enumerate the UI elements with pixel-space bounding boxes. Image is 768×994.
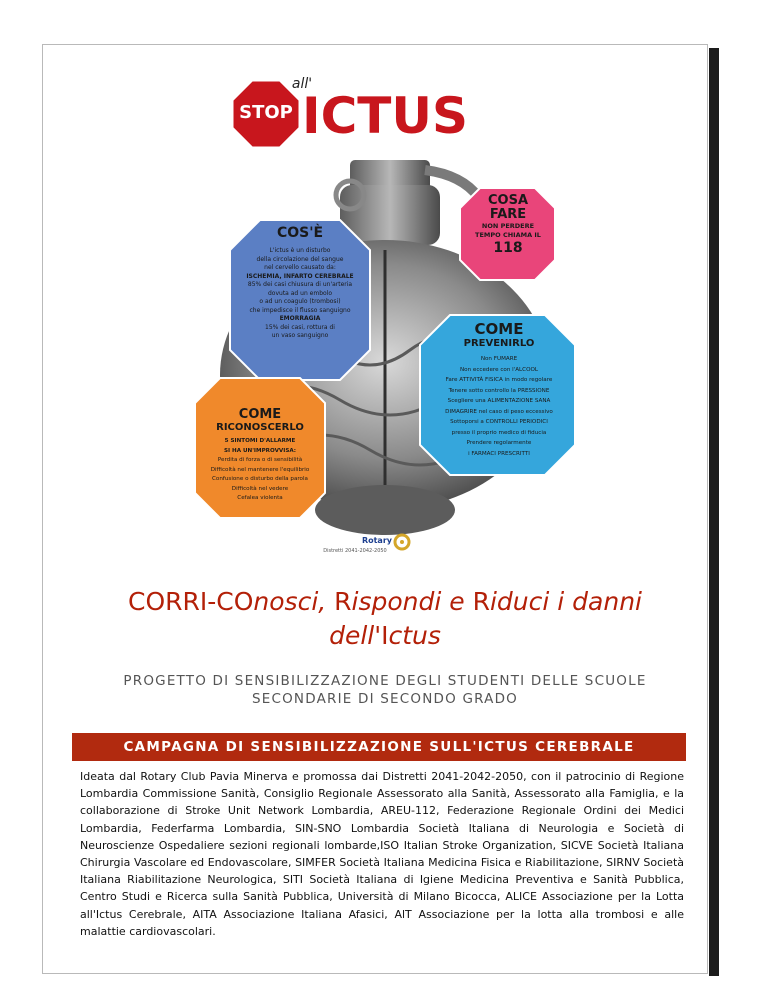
- rotary-logo-icon: [395, 535, 409, 549]
- cosa-fare-title-1: COSA: [487, 193, 528, 208]
- cos-e-title: COS'È: [276, 225, 324, 241]
- body-paragraph: Ideata dal Rotary Club Pavia Minerva e promossa dai Distretti 2041-2042-2050, con il patrocinio di Regione Lombardia Commissione Sanità, Consiglio Regionale Assessorato alla Sanità, Assessorato alla Famiglia, e la collaborazione di Stroke Unit Network Lombardia, AREU-112, Federazione Regionale Ordini dei Medici Lombardia, Federfarma Lombardia, SIN-SNO Lombardia Società Italiana di Neurologia e Società di Neuroscienze Ospedaliere sezioni regionali lombarde,ISO Italian Stroke Organization, SICVE Società Italiana Chirurgia Vascolare ed Endovascolare, SIMFER Società Italiana Medicina Fisica e Riabilitazione, SIRNV Società Italiana Riabilitazione Neurologica, SITI Società Italiana di Igiene Medicina Preventiva e Sanità Pubblica, Centro Studi e Ricerca sulla Sanità Pubblica, Università di Milano Bicocca, ALICE Associazione per la Lotta all'Ictus Cerebrale, AITA Associazione Italiana Afasici, AlT Associazione per la lotta alla trombosi e alle malattie cardiovascolari.: [80, 770, 684, 938]
- come-riconoscerlo-line: Confusione o disturbo della parola: [212, 476, 308, 482]
- title-part-6: ispondi e: [351, 587, 473, 616]
- cos-e-line: 85% dei casi chiusura di un'arteria: [247, 281, 353, 288]
- cos-e-lines: [232, 247, 368, 341]
- come-prevenirlo-line: Prendere regolarmente: [466, 440, 532, 446]
- rotary-label: Rotary: [361, 536, 392, 545]
- title-part-2: -: [207, 587, 217, 616]
- cosa-fare-box: [462, 194, 554, 257]
- come-riconoscerlo-line: Perdita di forza o di sensibilità: [217, 457, 303, 463]
- come-prevenirlo-line: presso il proprio medico di fiducia: [451, 429, 547, 436]
- come-prevenirlo-line: i FARMACI PRESCRITTI: [468, 450, 530, 457]
- come-riconoscerlo-line: 5 SINTOMI D'ALLARME: [224, 438, 296, 444]
- come-prevenirlo-line: Non eccedere con l'ALCOOL: [459, 366, 539, 373]
- project-subtitle: [80, 672, 690, 708]
- page-shadow-bar: [709, 48, 719, 976]
- cosa-fare-line-1: NON PERDERE: [481, 222, 535, 230]
- cos-e-line: L'ictus è un disturbo: [269, 247, 331, 254]
- come-prevenirlo-line: DIMAGRIRE nel caso di peso eccessivo: [445, 408, 553, 415]
- come-prevenirlo-title-2: PREVENIRLO: [463, 338, 535, 349]
- title-part-4: nosci,: [253, 587, 335, 616]
- come-prevenirlo-lines: [424, 354, 574, 459]
- cosa-fare-line-2: TEMPO CHIAMA IL: [475, 231, 541, 239]
- cos-e-line: dovuta ad un embolo: [267, 289, 333, 297]
- title-part-3: CO: [216, 587, 254, 616]
- cos-e-line: EMORRAGIA: [279, 315, 321, 322]
- page-title: [80, 585, 690, 653]
- come-prevenirlo-line: Sottoporsi a CONTROLLI PERIODICI: [450, 419, 548, 425]
- come-prevenirlo-line: Non FUMARE: [480, 356, 518, 362]
- come-riconoscerlo-box: [196, 408, 324, 504]
- title-part-10: I: [381, 621, 389, 650]
- come-prevenirlo-box: [424, 322, 574, 459]
- come-riconoscerlo-title-2: RICONOSCERLO: [216, 422, 304, 433]
- cosa-fare-number: 118: [493, 240, 523, 256]
- cos-e-line: o ad un coagulo (trombosi): [259, 298, 341, 305]
- title-part-8: iduci i danni: [489, 587, 642, 616]
- rotary-district: Distretti 2041-2042-2050: [323, 548, 387, 554]
- cos-e-line: un vaso sanguigno: [271, 332, 329, 339]
- title-part-9: dell': [329, 621, 382, 650]
- come-riconoscerlo-lines: [196, 437, 324, 504]
- title-part-11: ctus: [388, 621, 441, 650]
- come-riconoscerlo-title-1: COME: [238, 407, 282, 422]
- ictus-label: ICTUS: [302, 87, 469, 145]
- title-part-5: R: [334, 587, 352, 616]
- cos-e-line: ISCHEMIA, INFARTO CEREBRALE: [246, 272, 354, 280]
- cos-e-line: che impedisce il flusso sanguigno: [249, 306, 351, 314]
- come-prevenirlo-line: Scegliere una ALIMENTAZIONE SANA: [447, 398, 551, 404]
- all-label: all': [291, 76, 313, 92]
- come-riconoscerlo-line: SI HA UN'IMPROVVISA:: [223, 447, 297, 454]
- cos-e-line: della circolazione del sangue: [256, 255, 344, 263]
- cos-e-line: 15% dei casi, rottura di: [265, 323, 335, 331]
- come-riconoscerlo-line: Difficoltà nel mantenere l'equilibrio: [210, 466, 310, 473]
- come-prevenirlo-line: Fare ATTIVITÀ FISICA in modo regolare: [445, 377, 553, 383]
- campaign-banner: CAMPAGNA DI SENSIBILIZZAZIONE SULL'ICTUS CEREBRALE: [72, 733, 686, 761]
- come-riconoscerlo-line: Cefalea violenta: [237, 495, 283, 501]
- come-prevenirlo-line: Tenere sotto controllo la PRESSIONE: [448, 387, 550, 394]
- subtitle-line-1: PROGETTO DI SENSIBILIZZAZIONE DEGLI STUDENTI DELLE SCUOLE: [123, 673, 647, 689]
- title-part-1: CORRI: [127, 587, 208, 616]
- cos-e-line: nel cervello causato da:: [264, 264, 336, 271]
- cos-e-box: [232, 225, 368, 341]
- subtitle-line-2: SECONDARIE DI SECONDO GRADO: [251, 691, 518, 707]
- stop-label: STOP: [239, 102, 293, 123]
- title-part-7: R: [472, 587, 490, 616]
- come-riconoscerlo-line: Difficoltà nel vedere: [231, 485, 289, 492]
- cosa-fare-title-2: FARE: [489, 207, 527, 222]
- come-prevenirlo-title-1: COME: [474, 320, 524, 338]
- stop-ictus-poster: [180, 60, 590, 560]
